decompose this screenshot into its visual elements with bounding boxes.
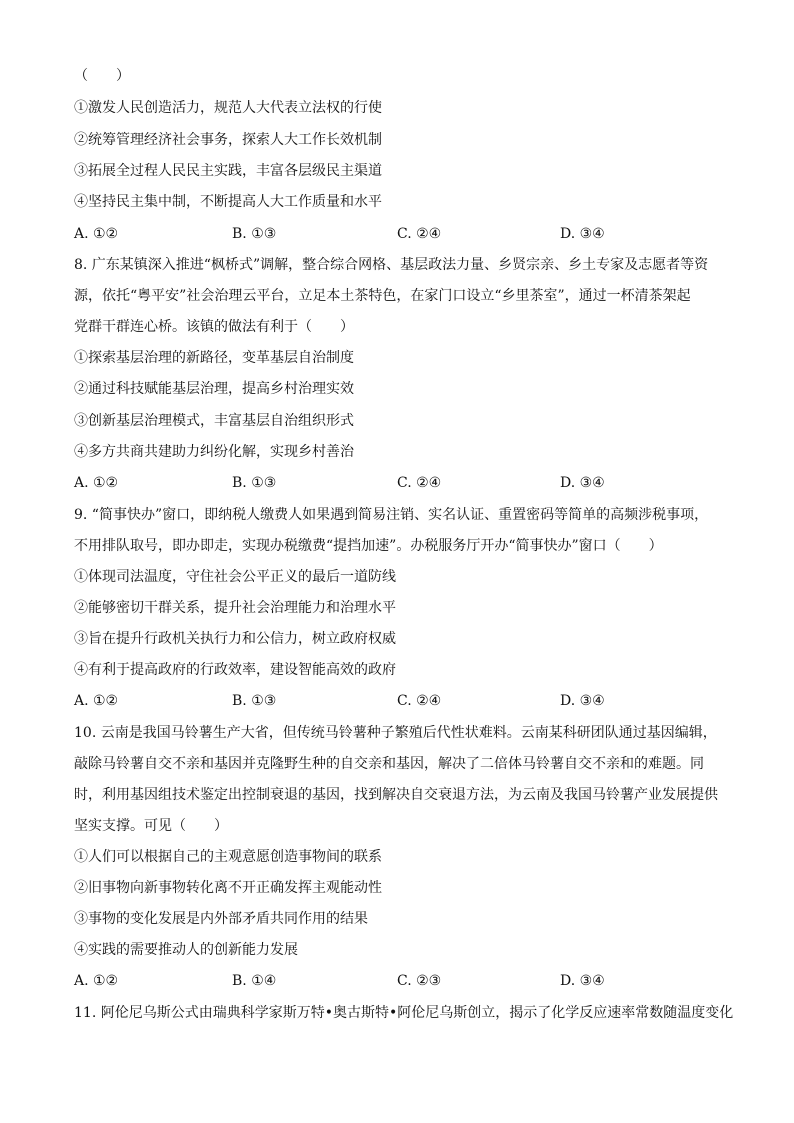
- q7-item-4: ④坚持民主集中制，不断提高人大工作质量和水平: [74, 194, 382, 210]
- q10-option-a[interactable]: A. ①②: [74, 973, 119, 989]
- q8-option-c[interactable]: C. ②④: [397, 475, 442, 491]
- q10-stem-line-4: 坚实支撑。可见（ ）: [74, 818, 228, 834]
- q9-stem-line-2: 不用排队取号，即办即走，实现办税缴费“提挡加速”。办税服务厅开办“简事快办”窗口（ ）: [74, 538, 663, 554]
- q9-option-b[interactable]: B. ①③: [232, 693, 277, 709]
- q7-answer-bracket: （ ）: [74, 68, 130, 84]
- q9-item-3: ③旨在提升行政机关执行力和公信力，树立政府权威: [74, 631, 396, 647]
- q8-item-3: ③创新基层治理模式，丰富基层自治组织形式: [74, 413, 354, 429]
- q7-option-a[interactable]: A. ①②: [74, 226, 119, 242]
- q10-stem-line-2: 敲除马铃薯自交不亲和基因并克隆野生种的自交亲和基因，解决了二倍体马铃薯自交不亲和的难题。同: [74, 756, 704, 772]
- q8-stem-line-3: 党群干群连心桥。该镇的做法有利于（ ）: [74, 319, 354, 335]
- q10-stem-line-1: 10. 云南是我国马铃薯生产大省，但传统马铃薯种子繁殖后代性状难料。云南某科研团队通过基因编辑，: [74, 725, 717, 741]
- q9-option-c[interactable]: C. ②④: [397, 693, 442, 709]
- q7-item-3: ③拓展全过程人民民主实践，丰富各层级民主渠道: [74, 163, 382, 179]
- q7-item-2: ②统筹管理经济社会事务，探索人大工作长效机制: [74, 132, 382, 148]
- q10-options: [74, 971, 634, 991]
- q8-item-2: ②通过科技赋能基层治理，提高乡村治理实效: [74, 381, 354, 397]
- q10-item-3: ③事物的变化发展是内外部矛盾共同作用的结果: [74, 911, 368, 927]
- q10-option-b[interactable]: B. ①④: [232, 973, 277, 989]
- q9-options: [74, 691, 634, 711]
- q10-item-1: ①人们可以根据自己的主观意愿创造事物间的联系: [74, 849, 382, 865]
- q10-option-c[interactable]: C. ②③: [397, 973, 442, 989]
- q8-item-4: ④多方共商共建助力纠纷化解，实现乡村善治: [74, 444, 354, 460]
- q10-item-4: ④实践的需要推动人的创新能力发展: [74, 942, 298, 958]
- q7-option-b[interactable]: B. ①③: [232, 226, 277, 242]
- q9-stem-line-1: 9. “简事快办”窗口，即纳税人缴费人如果遇到简易注销、实名认证、重置密码等简单的高频涉税事项，: [74, 507, 709, 523]
- q8-option-a[interactable]: A. ①②: [74, 475, 119, 491]
- q8-stem-line-1: 8. 广东某镇深入推进“枫桥式”调解，整合综合网格、基层政法力量、乡贤宗亲、乡土专家及志愿者等资: [74, 257, 709, 273]
- q9-item-4: ④有利于提高政府的行政效率，建设智能高效的政府: [74, 662, 396, 678]
- q9-option-d[interactable]: D. ③④: [560, 693, 605, 709]
- q8-stem-line-2: 源，依托“粤平安”社会治理云平台，立足本土茶特色，在家门口设立“乡里茶室”，通过一杯清茶架起: [74, 288, 691, 304]
- q7-item-1: ①激发人民创造活力，规范人大代表立法权的行使: [74, 100, 382, 116]
- q9-item-1: ①体现司法温度，守住社会公平正义的最后一道防线: [74, 569, 396, 585]
- q9-option-a[interactable]: A. ①②: [74, 693, 119, 709]
- q9-item-2: ②能够密切干群关系，提升社会治理能力和治理水平: [74, 600, 396, 616]
- q7-option-c[interactable]: C. ②④: [397, 226, 442, 242]
- q11-stem-line-1: 11. 阿伦尼乌斯公式由瑞典科学家斯万特•奥古斯特•阿伦尼乌斯创立，揭示了化学反应速率常数随温度变化: [74, 1005, 734, 1021]
- q8-option-b[interactable]: B. ①③: [232, 475, 277, 491]
- q7-option-d[interactable]: D. ③④: [560, 226, 605, 242]
- q10-option-d[interactable]: D. ③④: [560, 973, 605, 989]
- q8-option-d[interactable]: D. ③④: [560, 475, 605, 491]
- q8-item-1: ①探索基层治理的新路径，变革基层自治制度: [74, 350, 354, 366]
- q7-options: [74, 224, 634, 244]
- q10-item-2: ②旧事物向新事物转化离不开正确发挥主观能动性: [74, 880, 382, 896]
- q10-stem-line-3: 时，利用基因组技术鉴定出控制衰退的基因，找到解决自交衰退方法，为云南及我国马铃薯产业发展提供: [74, 787, 718, 803]
- q8-options: [74, 473, 634, 493]
